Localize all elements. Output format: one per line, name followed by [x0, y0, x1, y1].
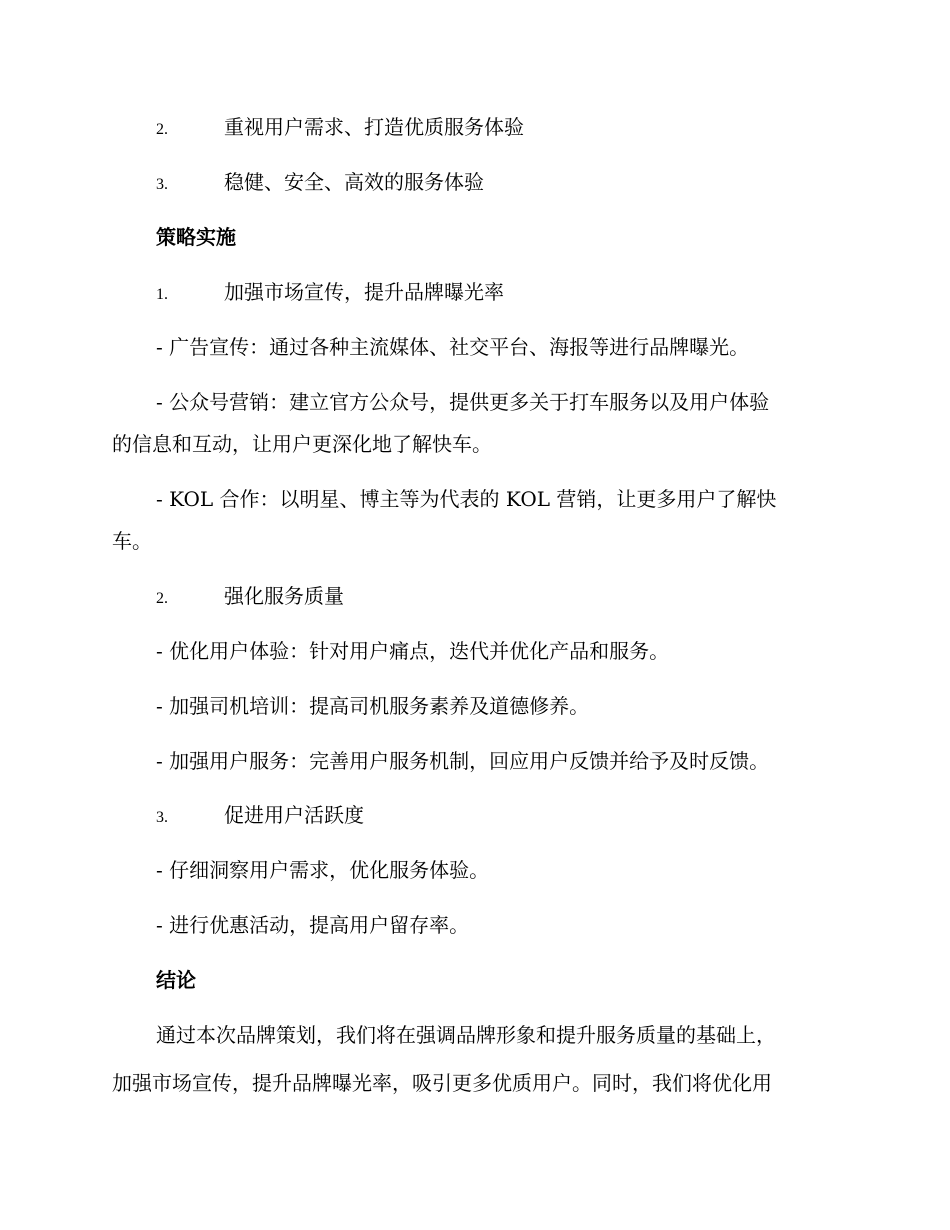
- bullet-line: - 仔细洞察用户需求，优化服务体验。: [156, 858, 490, 882]
- paragraph-line: 加强市场宣传，提升品牌曝光率，吸引更多优质用户。同时，我们将优化用: [112, 1071, 772, 1095]
- list-item: [156, 278, 876, 309]
- list-item-text: 加强市场宣传，提升品牌曝光率: [224, 280, 504, 304]
- bullet-line: - 加强用户服务：完善用户服务机制，回应用户反馈并给予及时反馈。: [156, 749, 770, 773]
- paragraph-line: 的信息和互动，让用户更深化地了解快车。: [112, 432, 492, 456]
- bullet-line: - 公众号营销：建立官方公众号，提供更多关于打车服务以及用户体验: [156, 390, 770, 414]
- bullet-line: - 优化用户体验：针对用户痛点，迭代并优化产品和服务。: [156, 639, 670, 663]
- list-number: 2.: [156, 590, 168, 607]
- list-item: [156, 801, 876, 832]
- list-item: [156, 113, 876, 144]
- list-item-text: 稳健、安全、高效的服务体验: [224, 170, 484, 194]
- paragraph-line: 通过本次品牌策划，我们将在强调品牌形象和提升服务质量的基础上，: [156, 1023, 776, 1047]
- list-number: 3.: [156, 809, 168, 826]
- list-item-text: 强化服务质量: [224, 584, 344, 608]
- list-number: 2.: [156, 121, 168, 138]
- list-item-text: 重视用户需求、打造优质服务体验: [224, 115, 524, 139]
- list-item-text: 促进用户活跃度: [224, 803, 364, 827]
- paragraph-line: 车。: [112, 529, 152, 553]
- list-item: [156, 582, 876, 613]
- section-heading-strategy: 策略实施: [156, 225, 236, 249]
- list-number: 3.: [156, 176, 168, 193]
- bullet-line: - 进行优惠活动，提高用户留存率。: [156, 913, 470, 937]
- list-number: 1.: [156, 286, 168, 303]
- bullet-line: - 广告宣传：通过各种主流媒体、社交平台、海报等进行品牌曝光。: [156, 335, 750, 359]
- bullet-line: - 加强司机培训：提高司机服务素养及道德修养。: [156, 694, 590, 718]
- bullet-line: - KOL 合作：以明星、博主等为代表的 KOL 营销，让更多用户了解快: [156, 487, 777, 511]
- section-heading-conclusion: 结论: [156, 968, 196, 992]
- list-item: [156, 168, 876, 199]
